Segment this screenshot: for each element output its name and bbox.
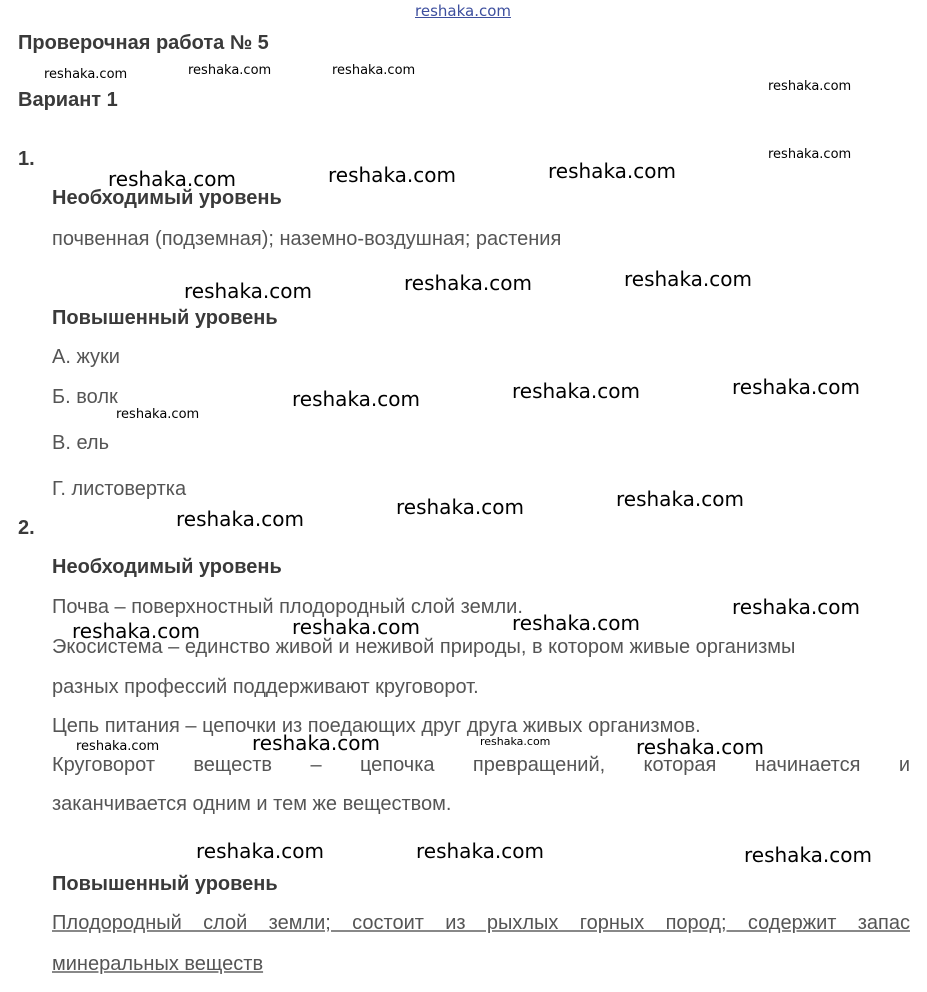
watermark: reshaka.com (548, 159, 676, 183)
watermark: reshaka.com (396, 495, 524, 519)
watermark: reshaka.com (332, 63, 416, 78)
watermark: reshaka.com (292, 387, 420, 411)
q1-required-answer: почвенная (подземная); наземно-воздушная; растения (52, 228, 562, 250)
q2-line-ecosystem-cont: разных профессий поддерживают круговорот. (52, 676, 479, 698)
q1-required-level-label: Необходимый уровень (52, 187, 282, 209)
watermark: reshaka.com (328, 163, 456, 187)
q2-advanced-line-2: минеральных веществ (52, 953, 264, 975)
watermark: reshaka.com (292, 615, 420, 639)
q1-answer-c: В. ель (52, 432, 110, 454)
watermark: reshaka.com (416, 839, 544, 863)
watermark: reshaka.com (480, 735, 551, 748)
watermark: reshaka.com (108, 167, 236, 191)
watermark: reshaka.com (732, 375, 860, 399)
watermark: reshaka.com (116, 407, 200, 422)
q2-line-soil: Почва – поверхностный плодородный слой земли. (52, 596, 523, 618)
watermark: reshaka.com (744, 843, 872, 867)
watermark: reshaka.com (616, 487, 744, 511)
q2-line-food-chain: Цепь питания – цепочки из поедающих друг друга живых организмов. (52, 715, 701, 737)
page-title: Проверочная работа № 5 (18, 32, 269, 54)
variant-heading: Вариант 1 (18, 89, 118, 111)
watermark: reshaka.com (512, 611, 640, 635)
site-watermark-top[interactable]: reshaka.com (415, 2, 511, 20)
q1-answer-d: Г. листовертка (52, 478, 187, 500)
watermark: reshaka.com (624, 267, 752, 291)
q1-answer-a: А. жуки (52, 346, 120, 368)
q2-required-level-label: Необходимый уровень (52, 556, 282, 578)
q1-advanced-level-label: Повышенный уровень (52, 307, 278, 329)
watermark: reshaka.com (44, 67, 128, 82)
watermark: reshaka.com (404, 271, 532, 295)
watermark: reshaka.com (252, 731, 380, 755)
watermark: reshaka.com (636, 735, 764, 759)
watermark: reshaka.com (176, 507, 304, 531)
watermark: reshaka.com (512, 379, 640, 403)
q2-line-cycle: Круговорот веществ – цепочка превращений, которая начинается и (52, 754, 910, 776)
watermark: reshaka.com (196, 839, 324, 863)
q2-line-cycle-cont: заканчивается одним и тем же веществом. (52, 793, 452, 815)
q2-advanced-line-1: Плодородный слой земли; состоит из рыхлых горных пород; содержит запас (52, 912, 910, 934)
q2-advanced-level-label: Повышенный уровень (52, 873, 278, 895)
watermark: reshaka.com (768, 79, 852, 94)
watermark: reshaka.com (768, 147, 852, 162)
q2-line-ecosystem: Экосистема – единство живой и неживой природы, в котором живые организмы (52, 636, 796, 658)
question-2-number: 2. (18, 517, 35, 539)
watermark: reshaka.com (76, 739, 160, 754)
watermark: reshaka.com (72, 619, 200, 643)
q1-answer-b: Б. волк (52, 386, 118, 408)
watermark: reshaka.com (188, 63, 272, 78)
watermark: reshaka.com (184, 279, 312, 303)
watermark: reshaka.com (732, 595, 860, 619)
question-1-number: 1. (18, 148, 35, 170)
